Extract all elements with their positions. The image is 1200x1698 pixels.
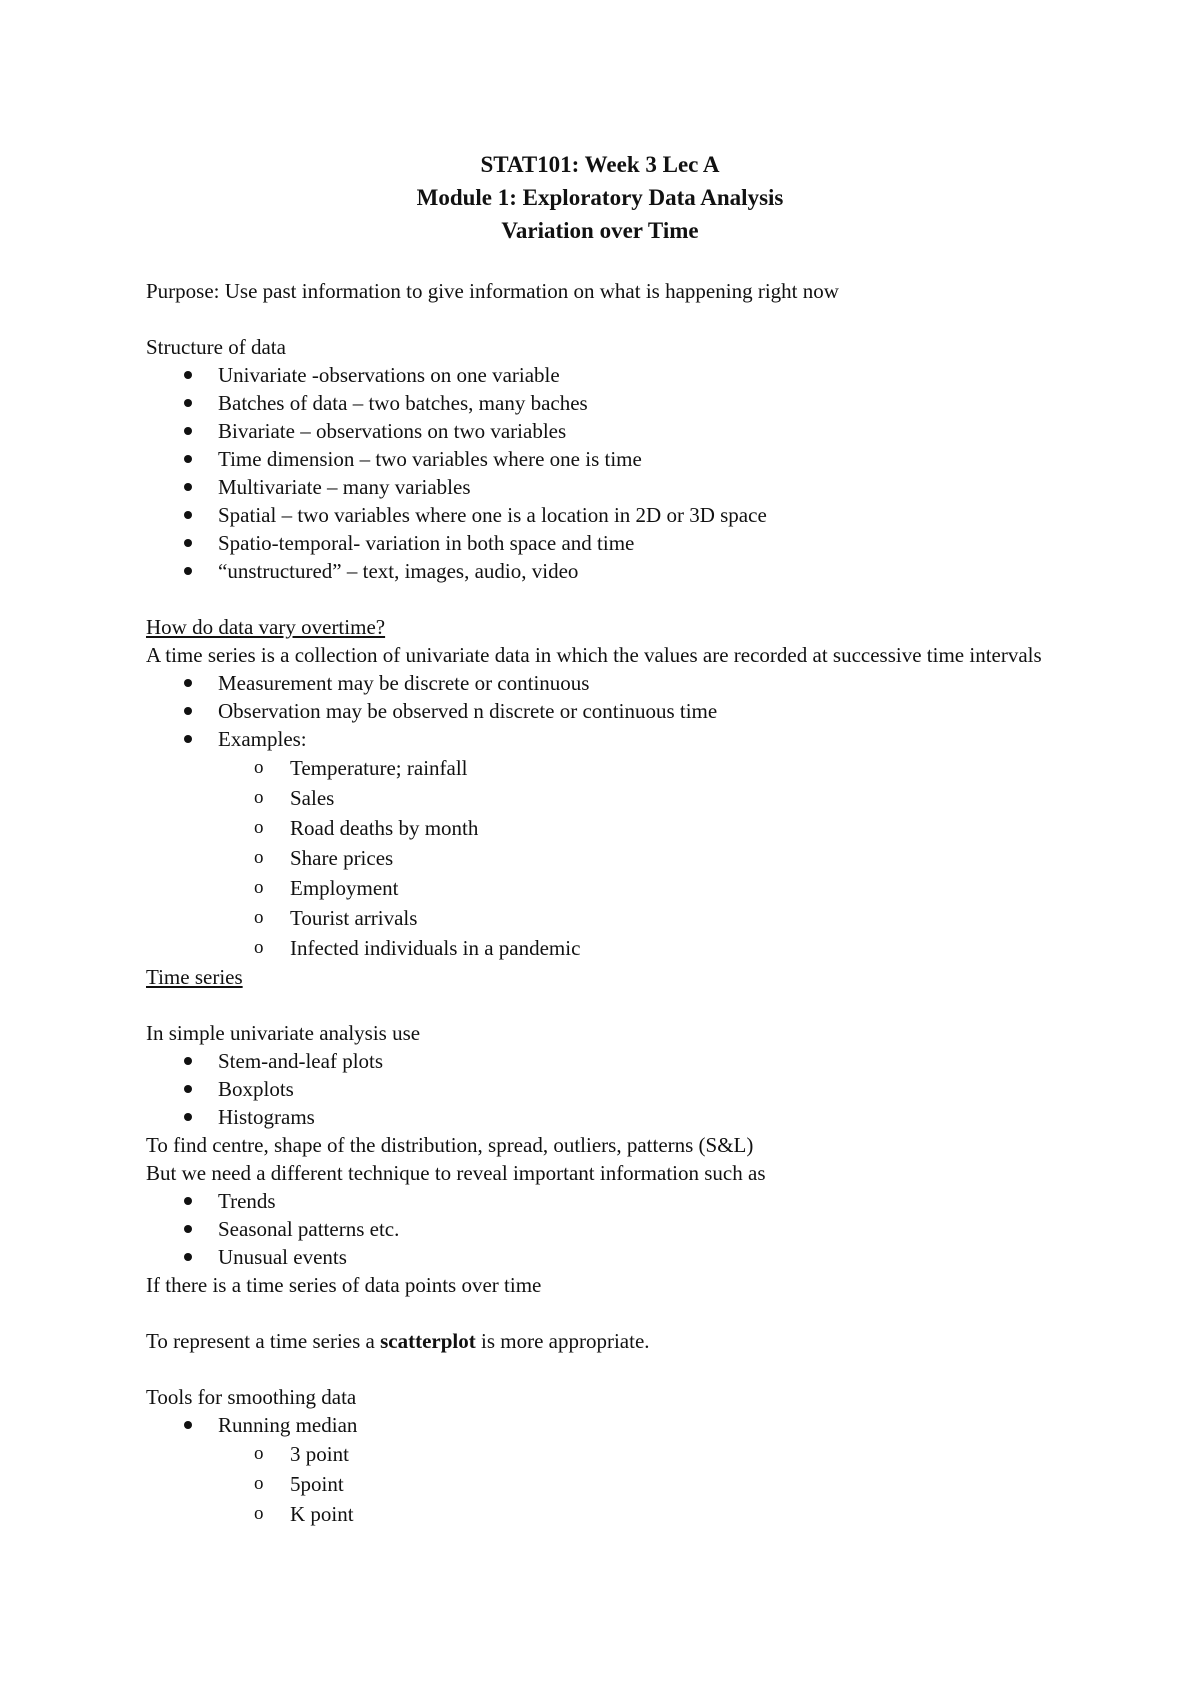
scatter-after: is more appropriate. [475,1329,650,1353]
univariate-intro: In simple univariate analysis use [146,1021,421,1045]
sub-list-item: o K point [290,1499,1066,1529]
examples-list [218,753,1066,963]
title-topic: Variation over Time [501,218,699,243]
sub-list-item: o Road deaths by month [290,813,1066,843]
list-item: Trends [218,1187,1066,1215]
purpose-text: Purpose: Use past information to give information on what is happening right now [146,279,839,303]
spacer [146,305,1066,333]
list-item: Histograms [218,1103,1066,1131]
document-body [146,277,1066,1529]
running-median-sub-list [218,1439,1066,1529]
list-item: Batches of data – two batches, many baches [218,389,1066,417]
time-series-heading: Time series [146,965,243,989]
scatter-bold: scatterplot [380,1329,476,1353]
list-item: Univariate -observations on one variable [218,361,1066,389]
list-item: Stem-and-leaf plots [218,1047,1066,1075]
list-item: Spatial – two variables where one is a location in 2D or 3D space [218,501,1066,529]
reveal-list [146,1187,1066,1271]
vary-list [146,669,1066,963]
plots-list [146,1047,1066,1131]
list-item: Spatio-temporal- variation in both space and time [218,529,1066,557]
scatterplot-text [146,1327,1066,1355]
document-title [0,148,1200,247]
spacer [146,1355,1066,1383]
tools-list [146,1411,1066,1529]
list-item: Unusual events [218,1243,1066,1271]
need-text: But we need a different technique to reveal important information such as [146,1161,766,1185]
spacer [146,585,1066,613]
title-course: STAT101: Week 3 Lec A [480,152,720,177]
find-text: To find centre, shape of the distribution, spread, outliers, patterns (S&L) [146,1133,754,1157]
running-median-label: Running median [218,1413,358,1437]
structure-list [146,361,1066,585]
list-item: Time dimension – two variables where one is time [218,445,1066,473]
list-item [218,1411,1066,1529]
list-item [218,725,1066,963]
sub-list-item: o Share prices [290,843,1066,873]
spacer [146,991,1066,1019]
sub-list-item: o Infected individuals in a pandemic [290,933,1066,963]
list-item: Measurement may be discrete or continuous [218,669,1066,697]
title-module: Module 1: Exploratory Data Analysis [416,185,784,210]
sub-list-item: o 5point [290,1469,1066,1499]
time-series-definition: A time series is a collection of univariate data in which the values are recorded at successive time intervals [146,643,1042,667]
sub-list-item: o 3 point [290,1439,1066,1469]
if-there-text: If there is a time series of data points over time [146,1273,542,1297]
sub-list-item: o Temperature; rainfall [290,753,1066,783]
list-item: Observation may be observed n discrete or continuous time [218,697,1066,725]
structure-heading: Structure of data [146,335,286,359]
spacer [146,1299,1066,1327]
tools-heading: Tools for smoothing data [146,1385,357,1409]
list-item: Multivariate – many variables [218,473,1066,501]
sub-list-item: o Employment [290,873,1066,903]
scatter-before: To represent a time series a [146,1329,381,1353]
examples-label: Examples: [218,727,307,751]
list-item: “unstructured” – text, images, audio, video [218,557,1066,585]
sub-list-item: o Tourist arrivals [290,903,1066,933]
sub-list-item: o Sales [290,783,1066,813]
list-item: Boxplots [218,1075,1066,1103]
list-item: Seasonal patterns etc. [218,1215,1066,1243]
vary-heading: How do data vary overtime? [146,615,386,639]
list-item: Bivariate – observations on two variables [218,417,1066,445]
